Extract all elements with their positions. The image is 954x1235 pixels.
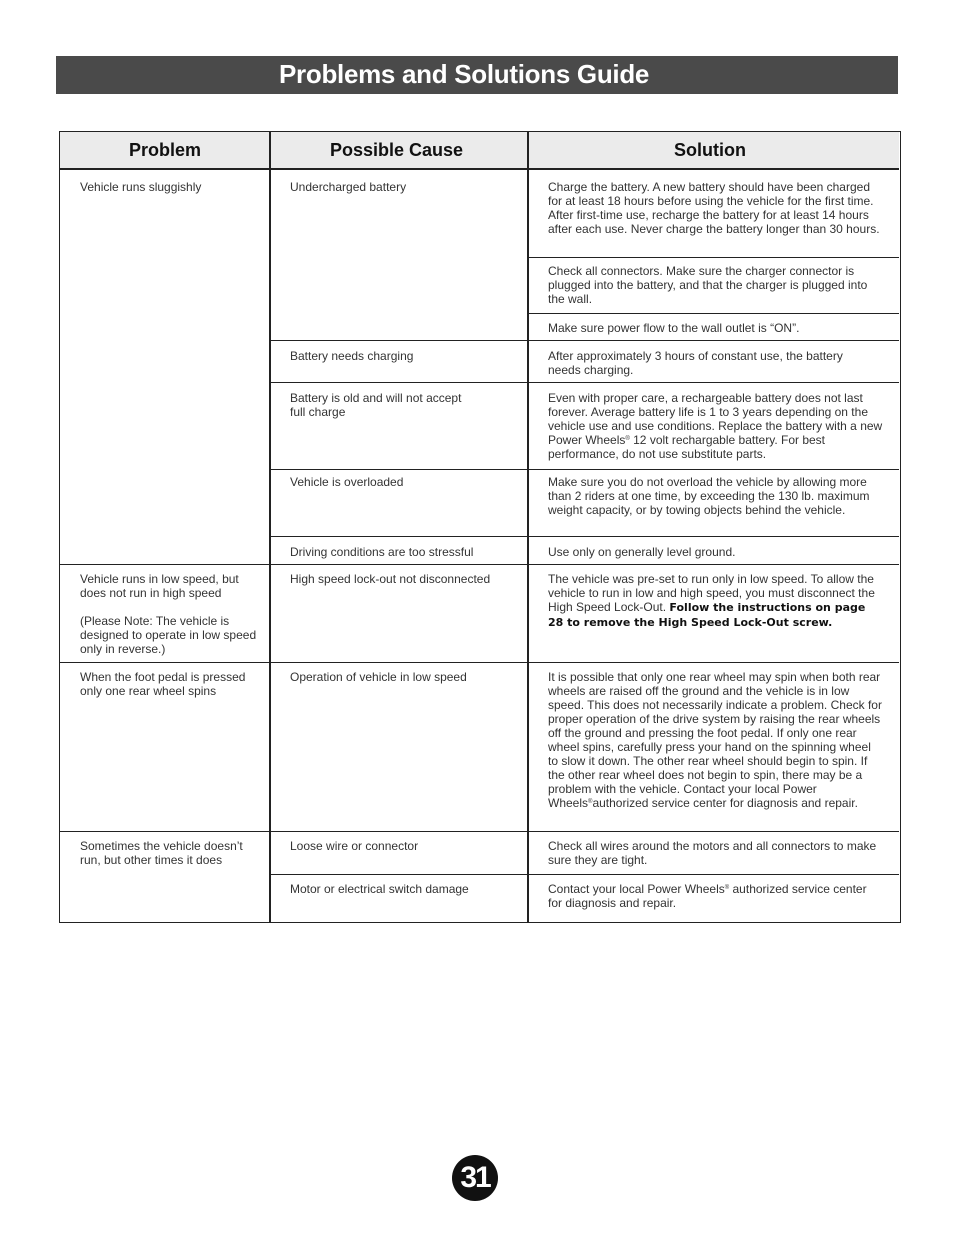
problem-note: (Please Note: The vehicle is designed to operate in low speed only in reverse.)	[80, 614, 257, 656]
solution-text-part: 12 volt rechargable battery. For best performance, do not use substitute parts.	[548, 433, 826, 461]
problem-cell	[80, 572, 260, 656]
header-problem: Problem	[129, 140, 202, 160]
problem-text: Vehicle runs in low speed, but does not run in high speed	[80, 572, 239, 600]
row-divider	[269, 469, 899, 470]
problem-cell	[80, 670, 260, 698]
solution-cell	[548, 349, 873, 377]
row-divider	[269, 340, 899, 341]
solution-cell	[548, 572, 878, 630]
solution-text-part: The vehicle was pre-set to run only in low speed. To allow the vehicle to run in low and high speed, you must disconnect the High Speed Lock-Out.	[548, 572, 875, 614]
row-divider	[527, 313, 899, 314]
solution-cell	[548, 475, 878, 517]
problem-cell	[80, 180, 260, 194]
cause-cell	[290, 180, 510, 194]
row-divider	[60, 831, 899, 832]
cause-cell	[290, 882, 510, 896]
solution-text: Check all connectors. Make sure the charger connector is plugged into the battery, and that the charger is plugged into the wall.	[548, 264, 868, 306]
solution-text-part: Contact your local Power Wheels	[548, 882, 725, 896]
solution-text	[548, 391, 890, 461]
title-banner	[56, 56, 898, 94]
page-number-badge: 31	[452, 1155, 498, 1201]
row-divider	[60, 564, 899, 565]
cause-text: High speed lock-out not disconnected	[290, 572, 491, 586]
solution-text-part: authorized service center for diagnosis and repair.	[548, 882, 867, 910]
problem-cell	[80, 839, 260, 867]
solution-cell	[548, 321, 883, 335]
cause-cell	[290, 839, 510, 853]
solution-text: Charge the battery. A new battery should have been charged for at least 18 hours before using the vehicle for the first time. After first-time use, recharge the battery for at least 14 hours after each use. Never charge the battery longer than 30 hours.	[548, 180, 880, 236]
solution-text: Check all wires around the motors and all connectors to make sure they are tight.	[548, 839, 877, 867]
cause-text: Battery needs charging	[290, 349, 414, 363]
cause-cell	[290, 349, 510, 363]
page-title: Problems and Solutions Guide	[279, 59, 650, 89]
row-divider	[269, 382, 899, 383]
solution-cell	[548, 391, 890, 461]
registered-mark: ®	[625, 436, 630, 442]
cause-text: Battery is old and will not accept full charge	[290, 391, 462, 419]
cause-text: Loose wire or connector	[290, 839, 419, 853]
solution-cell	[548, 545, 883, 559]
solution-cell	[548, 839, 878, 867]
solution-cell	[548, 882, 878, 910]
solution-text-part: authorized service center for diagnosis and repair.	[592, 796, 858, 810]
column-divider	[527, 132, 529, 922]
row-divider	[60, 662, 899, 663]
cause-text: Undercharged battery	[290, 180, 407, 194]
cause-text: Driving conditions are too stressful	[290, 545, 474, 559]
header-solution: Solution	[674, 140, 746, 160]
solution-text-part: It is possible that only one rear wheel may spin when both rear wheels are raised off the ground and the vehicle is in low speed. This does not necessarily indicate a problem. Check for proper operation of the drive system by raising the rear wheels off the ground and pressing the foot pedal. If only one rear wheel spins, carefully press your hand on the spinning wheel to slow it down. The other rear wheel should begin to spin. If the other rear wheel does not begin to spin, there may be a problem with the vehicle. Contact your local Power Wheels	[548, 670, 882, 810]
registered-mark: ®	[588, 799, 593, 805]
solution-text	[548, 882, 878, 910]
solution-text-part: Even with proper care, a rechargeable battery does not last forever. Average battery life is 1 to 3 years depending on the vehicle use and use conditions. Replace the battery with a new Power Wheels	[548, 391, 883, 447]
cause-cell	[290, 670, 510, 684]
solution-bold-instruction: Follow the instructions on page 28 to remove the High Speed Lock-Out screw.	[548, 601, 866, 629]
header-possible-cause: Possible Cause	[330, 140, 464, 160]
cause-cell	[290, 475, 510, 489]
solution-text: Make sure you do not overload the vehicle by allowing more than 2 riders at one time, by exceeding the 130 lb. maximum weight capacity, or by towing objects behind the vehicle.	[548, 475, 870, 517]
cause-text: Vehicle is overloaded	[290, 475, 404, 489]
solution-text	[548, 670, 883, 810]
problem-text: Vehicle runs sluggishly	[80, 180, 202, 194]
solution-cell	[548, 264, 878, 306]
problem-text: Sometimes the vehicle doesn’t run, but other times it does	[80, 839, 243, 867]
solution-cell	[548, 180, 883, 236]
cause-text: Operation of vehicle in low speed	[290, 670, 467, 684]
problem-text: When the foot pedal is pressed only one rear wheel spins	[80, 670, 246, 698]
solution-text: Make sure power flow to the wall outlet is “ON”.	[548, 321, 800, 335]
row-divider	[269, 874, 899, 875]
cause-cell	[290, 545, 510, 559]
solution-text	[548, 572, 878, 630]
row-divider	[269, 536, 899, 537]
solution-text: Use only on generally level ground.	[548, 545, 736, 559]
column-divider	[269, 132, 271, 922]
cause-cell	[290, 572, 510, 586]
problems-solutions-table	[59, 131, 901, 923]
row-divider	[527, 257, 899, 258]
solution-cell	[548, 670, 883, 810]
registered-mark: ®	[724, 885, 730, 891]
cause-text: Motor or electrical switch damage	[290, 882, 469, 896]
cause-cell	[290, 391, 480, 419]
row-divider	[60, 168, 899, 170]
solution-text: After approximately 3 hours of constant use, the battery needs charging.	[548, 349, 843, 377]
